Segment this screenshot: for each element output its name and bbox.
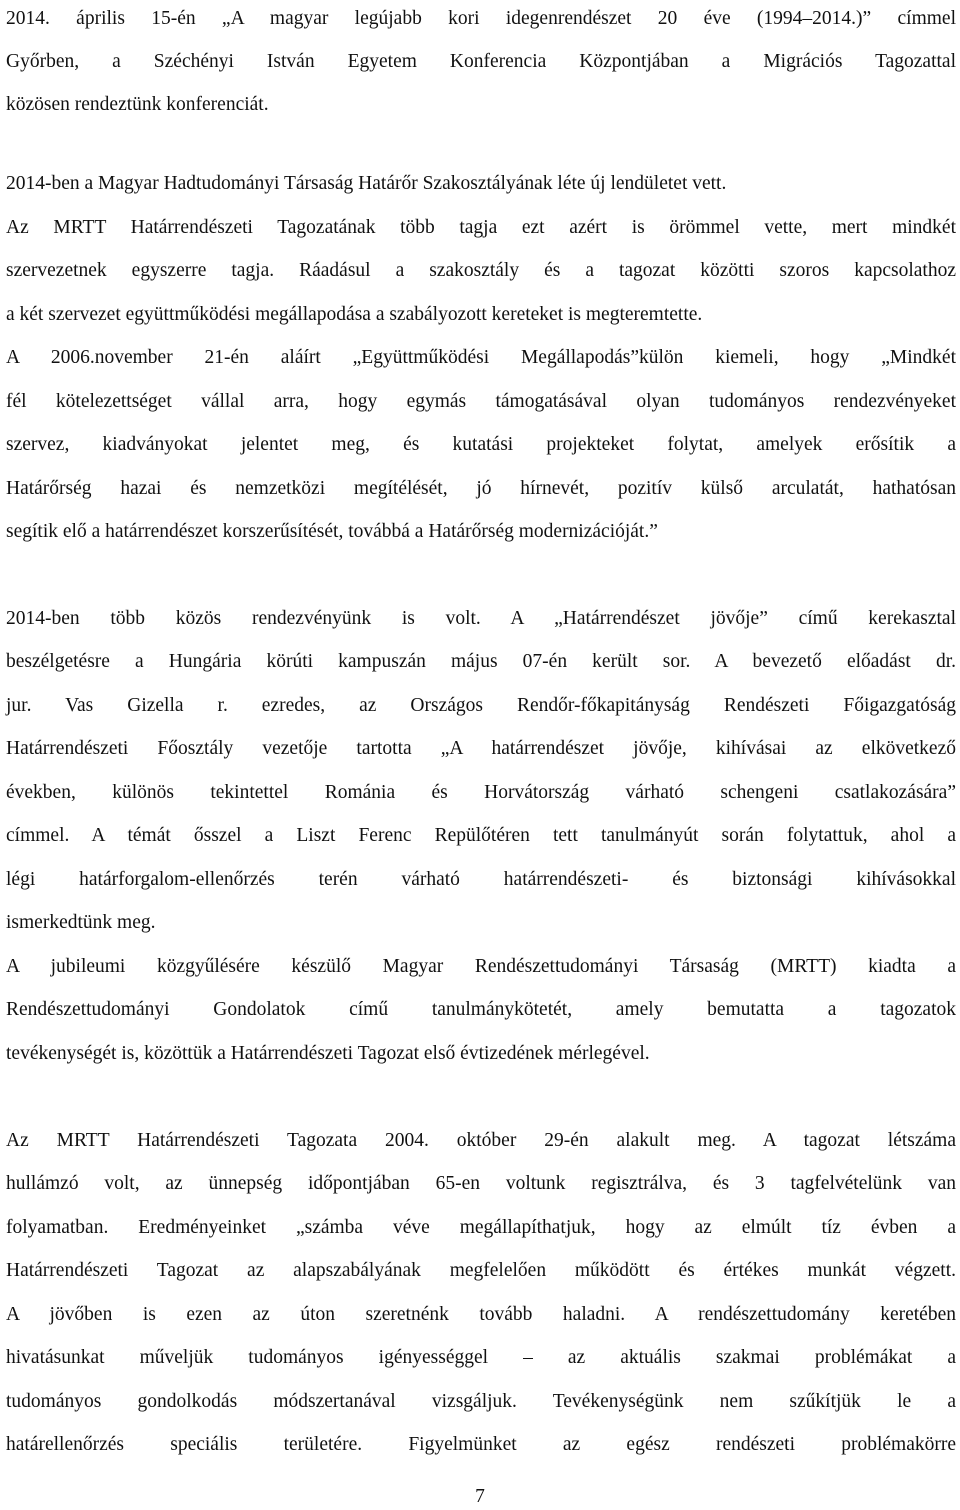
text-line: Határrendészeti Főosztály vezetője tartotta „A határrendészet jövője, kihívásai az elkövetkező — [6, 738, 956, 759]
text-line: címmel. A témát ősszel a Liszt Ferenc Repülőtéren tett tanulmányút során folytattuk, ahol a — [6, 825, 956, 846]
page-number: 7 — [475, 1486, 485, 1507]
text-line: 2014-ben több közös rendezvényünk is volt. A „Határrendészet jövője” című kerekasztal — [6, 608, 956, 629]
text-line: beszélgetésre a Hungária körúti kampuszán május 07-én került sor. A bevezető előadást dr. — [6, 651, 956, 672]
text-line: határellenőrzés speciális területére. Figyelmünket az egész rendészeti problémakörre — [6, 1434, 956, 1455]
text-line: fél kötelezettséget vállal arra, hogy egymás támogatásával olyan tudományos rendezvényeket — [6, 391, 956, 412]
text-line: Győrben, a Széchényi István Egyetem Konferencia Központjában a Migrációs Tagozattal — [6, 51, 956, 72]
text-line: légi határforgalom-ellenőrzés terén várható határrendészeti- és biztonsági kihívásokkal — [6, 869, 956, 890]
text-line: Határrendészeti Tagozat az alapszabályának megfelelően működött és értékes munkát végzett. — [6, 1260, 956, 1281]
text-line: Az MRTT Határrendészeti Tagozatának több tagja ezt azért is örömmel vette, mert mindkét — [6, 217, 956, 238]
text-line: A jövőben is ezen az úton szeretnénk tovább haladni. A rendészettudomány keretében — [6, 1304, 956, 1325]
text-line: 2014-ben a Magyar Hadtudományi Társaság Határőr Szakosztályának léte új lendületet vett. — [6, 173, 727, 194]
text-line: hullámzó volt, az ünnepség időpontjában 65-en voltunk regisztrálva, és 3 tagfelvételünk van — [6, 1173, 956, 1194]
text-line: szervez, kiadványokat jelentet meg, és kutatási projekteket folytat, amelyek erősítik a — [6, 434, 956, 455]
text-line: A 2006.november 21-én aláírt „Együttműködési Megállapodás”külön kiemeli, hogy „Mindkét — [6, 347, 956, 368]
text-line: segítik elő a határrendészet korszerűsítését, továbbá a Határőrség modernizációját.” — [6, 521, 658, 542]
text-line: szervezetnek egyszerre tagja. Ráadásul a szakosztály és a tagozat közötti szoros kapcsolathoz — [6, 260, 956, 281]
text-line: tudományos gondolkodás módszertanával vizsgáljuk. Tevékenységünk nem szűkítjük le a — [6, 1391, 956, 1412]
text-line: 2014. április 15-én „A magyar legújabb kori idegenrendészet 20 éve (1994–2014.)” címmel — [6, 8, 956, 29]
text-line: Rendészettudományi Gondolatok című tanulmánykötetét, amely bemutatta a tagozatok — [6, 999, 956, 1020]
text-line: jur. Vas Gizella r. ezredes, az Országos Rendőr-főkapitányság Rendészeti Főigazgatóság — [6, 695, 956, 716]
text-line: Határőrség hazai és nemzetközi megítélését, jó hírnevét, pozitív külső arculatát, hathatósan — [6, 478, 956, 499]
text-line: Az MRTT Határrendészeti Tagozata 2004. október 29-én alakult meg. A tagozat létszáma — [6, 1130, 956, 1151]
text-line: hivatásunkat műveljük tudományos igényességgel – az aktuális szakmai problémákat a — [6, 1347, 956, 1368]
text-line: A jubileumi közgyűlésére készülő Magyar Rendészettudományi Társaság (MRTT) kiadta a — [6, 956, 956, 977]
text-line: közösen rendeztünk konferenciát. — [6, 94, 269, 115]
text-line: a két szervezet együttműködési megállapodása a szabályozott kereteket is megteremtette. — [6, 304, 703, 325]
text-line: tevékenységét is, közöttük a Határrendészeti Tagozat első évtizedének mérlegével. — [6, 1043, 650, 1064]
text-line: években, különös tekintettel Románia és Horvátország várható schengeni csatlakozására” — [6, 782, 956, 803]
text-line: folyamatban. Eredményeinket „számba véve megállapíthatjuk, hogy az elmúlt tíz évben a — [6, 1217, 956, 1238]
text-line: ismerkedtünk meg. — [6, 912, 156, 933]
